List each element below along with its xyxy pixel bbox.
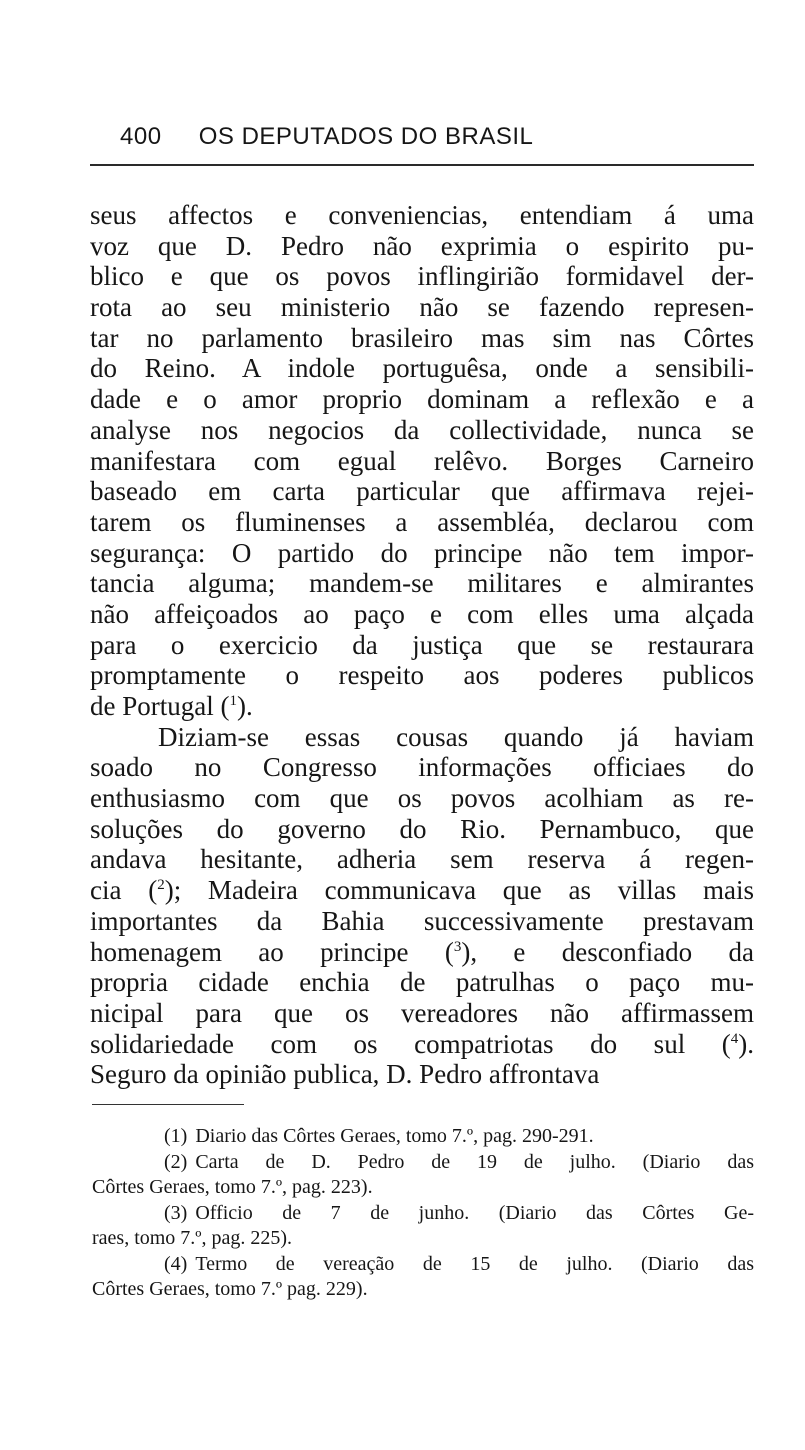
body-line: tarem os fluminenses a assembléa, declarou com [90,506,754,537]
body-line: enthusiasmo com que os povos acolhiam as re- [90,783,754,814]
body-line: promptamente o respeito aos poderes publicos [90,660,754,691]
footnote-rule [92,1104,244,1105]
footnote-ref-2: 2 [157,877,165,894]
footnote-text: Carta de D. Pedro de 19 de julho. (Diario das [195,1150,754,1173]
body-line: baseado em carta particular que affirmava rejei- [90,476,754,507]
footnote-2 [92,1150,754,1176]
header-rule [90,164,754,166]
body-line: nicipal para que os vereadores não affirmassem [90,997,754,1028]
body-line: não affeiçoados ao paço e com elles uma alçada [90,598,754,629]
footnote-marker: (2) [164,1150,188,1173]
body-line: andava hesitante, adheria sem reserva á regen- [90,844,754,875]
body-text-segment: cia ( [90,875,158,906]
body-text-segment: de Portugal ( [90,691,230,721]
body-text [90,200,754,1090]
page-number: 400 [120,123,162,150]
footnote-text: Officio de 7 de junho. (Diario das Côrtes Ge- [195,1201,754,1224]
body-text-segment: ). [738,1028,754,1059]
body-line [90,691,754,722]
footnote-2-cont: Côrtes Geraes, tomo 7.º, pag. 223). [92,1176,373,1198]
footnote-3-cont: raes, tomo 7.º, pag. 225). [92,1227,293,1249]
body-line [90,875,754,906]
body-text-segment: ), e desconfiado da [461,936,754,967]
footnote-4-cont: Côrtes Geraes, tomo 7.º pag. 229). [92,1278,368,1300]
footnotes [92,1124,754,1303]
footnote-3 [92,1201,754,1227]
body-line: para o exercicio da justiça que se restaurara [90,629,754,660]
footnote-text: Diario das Côrtes Geraes, tomo 7.º, pag. 290-291. [195,1125,594,1147]
body-text-segment: homenagem ao principe ( [90,936,454,967]
footnote-ref-1: 1 [229,693,237,709]
footnote-4 [92,1252,754,1278]
body-line: importantes da Bahia successivamente prestavam [90,905,754,936]
body-line: rota ao seu ministerio não se fazendo represen- [90,292,754,323]
running-title: OS DEPUTADOS DO BRASIL [198,123,534,150]
body-line: do Reino. A indole portuguêsa, onde a sensibili- [90,353,754,384]
body-line: soluções do governo do Rio. Pernambuco, que [90,813,754,844]
body-line: segurança: O partido do principe não tem impor- [90,537,754,568]
footnote-text: Termo de vereação de 15 de julho. (Diario das [195,1252,754,1275]
footnote-marker: (1) [164,1125,188,1147]
footnote-marker: (4) [164,1252,188,1275]
running-header [120,123,533,151]
body-text-segment: ); Madeira communicava que as villas mais [164,875,754,906]
body-text-segment: solidariedade com os compatriotas do sul ( [90,1028,731,1059]
body-line: Diziam-se essas cousas quando já haviam [158,721,754,752]
body-line: seus affectos e conveniencias, entendiam á uma [90,200,754,230]
body-line: blico e que os povos inflingirião formidavel der- [90,261,754,292]
body-line: tancia alguma; mandem-se militares e almirantes [90,568,754,599]
body-line: propria cidade enchia de patrulhas o paço mu- [90,967,754,998]
body-line [90,1029,754,1060]
footnote-ref-3: 3 [453,938,462,955]
body-line: soado no Congresso informações officiaes do [90,752,754,783]
body-text-segment: ). [236,691,253,721]
body-line: Seguro da opinião publica, D. Pedro affrontava [90,1059,600,1090]
footnote-1 [92,1124,754,1150]
body-line: tar no parlamento brasileiro mas sim nas Côrtes [90,322,754,353]
body-line: manifestara com egual relêvo. Borges Carneiro [90,445,754,476]
body-line: analyse nos negocios da collectividade, nunca se [90,414,754,445]
body-line: dade e o amor proprio dominam a reflexão e a [90,384,754,415]
body-line: voz que D. Pedro não exprimia o espirito pu- [90,230,754,261]
footnote-ref-4: 4 [730,1030,739,1047]
footnote-marker: (3) [164,1201,188,1224]
body-line [90,937,754,968]
